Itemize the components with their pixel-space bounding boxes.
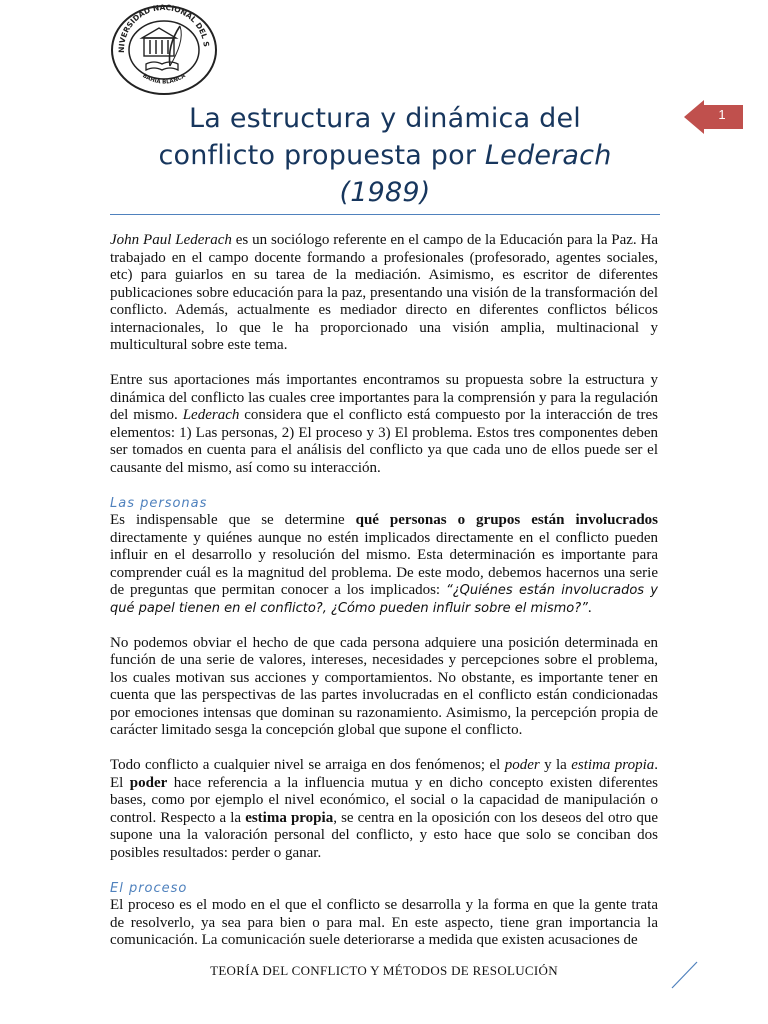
personas-paragraph-3: Todo conflicto a cualquier nivel se arraiga en dos fenómenos; el poder y la estima propia. El poder hace referencia a la influencia mutua y en dicho concepto existen diferentes bases, como por ejemplo el nivel económico, el social o la capacidad de manipulación o control. Respecto a la estima propia, se centra en la oposición con los deseos del otro que supone una la valoración personal del conflicto, y esto hace que solo se conciban dos posibles resultados: perder o ganar. — [110, 757, 658, 861]
page-number-tab — [684, 100, 744, 134]
intro-paragraph: John Paul Lederach es un sociólogo referente en el campo de la Educación para la Paz. Ha trabajado en el campo docente formando a profesionales (profesorado, agentes sociales, etc) para guiarlos en su tarea de la mediación. Asimismo, es escritor de diferentes publicaciones sobre educación para la paz, presentando una visión de la transformación del conflicto. Además, actualmente es mediador directo en diferentes conflictos bélicos internacionales, lo que le ha proporcionado una visión amplia, multinacional y multicultural sobre este tema. — [110, 232, 658, 353]
author-name: John Paul Lederach — [110, 232, 232, 248]
page-number: 1 — [718, 107, 726, 122]
page-footer: TEORÍA DEL CONFLICTO Y MÉTODOS DE RESOLUCIÓN — [210, 963, 558, 978]
question-quote: “¿Quiénes están involucrados y qué papel tienen en el conflicto?, ¿Cómo pueden influir sobre el mismo?” — [110, 583, 658, 616]
personas-paragraph-1: Es indispensable que se determine qué personas o grupos están involucrados directamente y quiénes aunque no estén implicados directamente en el conflicto pueden influir en el desarrollo y resolución del mismo. Esta determinación es importante para comprender cuál es la magnitud del problema. De este modo, debemos hacernos una serie de preguntas que permitan conocer a los implicados: “¿Quiénes están involucrados y qué papel tienen en el conflicto?, ¿Cómo pueden influir sobre el mismo?”. — [110, 512, 659, 616]
structure-paragraph: Entre sus aportaciones más importantes encontramos su propuesta sobre la estructura y dinámica del conflicto las cuales cree importantes para la comprensión y para la regulación del mismo. Lederach considera que el conflicto está compuesto por la interacción de tres elementos: 1) Las personas, 2) El proceso y 3) El problema. Estos tres componentes deben ser tomados en cuenta para el análisis del conflicto ya que cada uno de ellos puede ser el causante del mismo, así como su interacción. — [110, 372, 658, 476]
section-heading-proceso: El proceso — [110, 880, 188, 896]
section-heading-personas: Las personas — [110, 495, 208, 511]
title-author: Lederach — [484, 140, 612, 171]
university-seal-logo — [110, 4, 218, 96]
title-divider — [110, 214, 660, 215]
footer-diagonal-line — [670, 960, 700, 990]
document-body — [110, 232, 658, 967]
personas-paragraph-2: No podemos obviar el hecho de que cada persona adquiere una posición determinada en función de una serie de valores, intereses, necesidades y percepciones sobre el problema, los cuales motivan sus acciones y comportamientos. No obstante, es importante tener en cuenta que las perspectivas de las partes involucradas en el conflicto están condicionadas por emociones intensas que dominan su razonamiento. Asimismo, la percepción propia de carácter limitado sesga la concepción global que supone el conflicto. — [110, 634, 658, 738]
title-line-3: (1989) — [339, 177, 431, 208]
title-line-1: La estructura y dinámica del — [189, 103, 581, 134]
page-title — [110, 100, 660, 211]
svg-text:BAHIA BLANCA: BAHIA BLANCA — [141, 73, 187, 86]
title-line-2: conflicto propuesta por Lederach — [158, 140, 612, 171]
proceso-paragraph-1: El proceso es el modo en el que el conflicto se desarrolla y la forma en que la gente trata de resolverlo, ya sea para bien o para mal. En este aspecto, tiene gran importancia la comunicación. La comunicación suele deteriorarse a medida que existen acusaciones de — [110, 897, 658, 948]
svg-text:UNIVERSIDAD NACIONAL DEL SUR: NIVERSIDAD NACIONAL DEL S — [116, 4, 211, 53]
